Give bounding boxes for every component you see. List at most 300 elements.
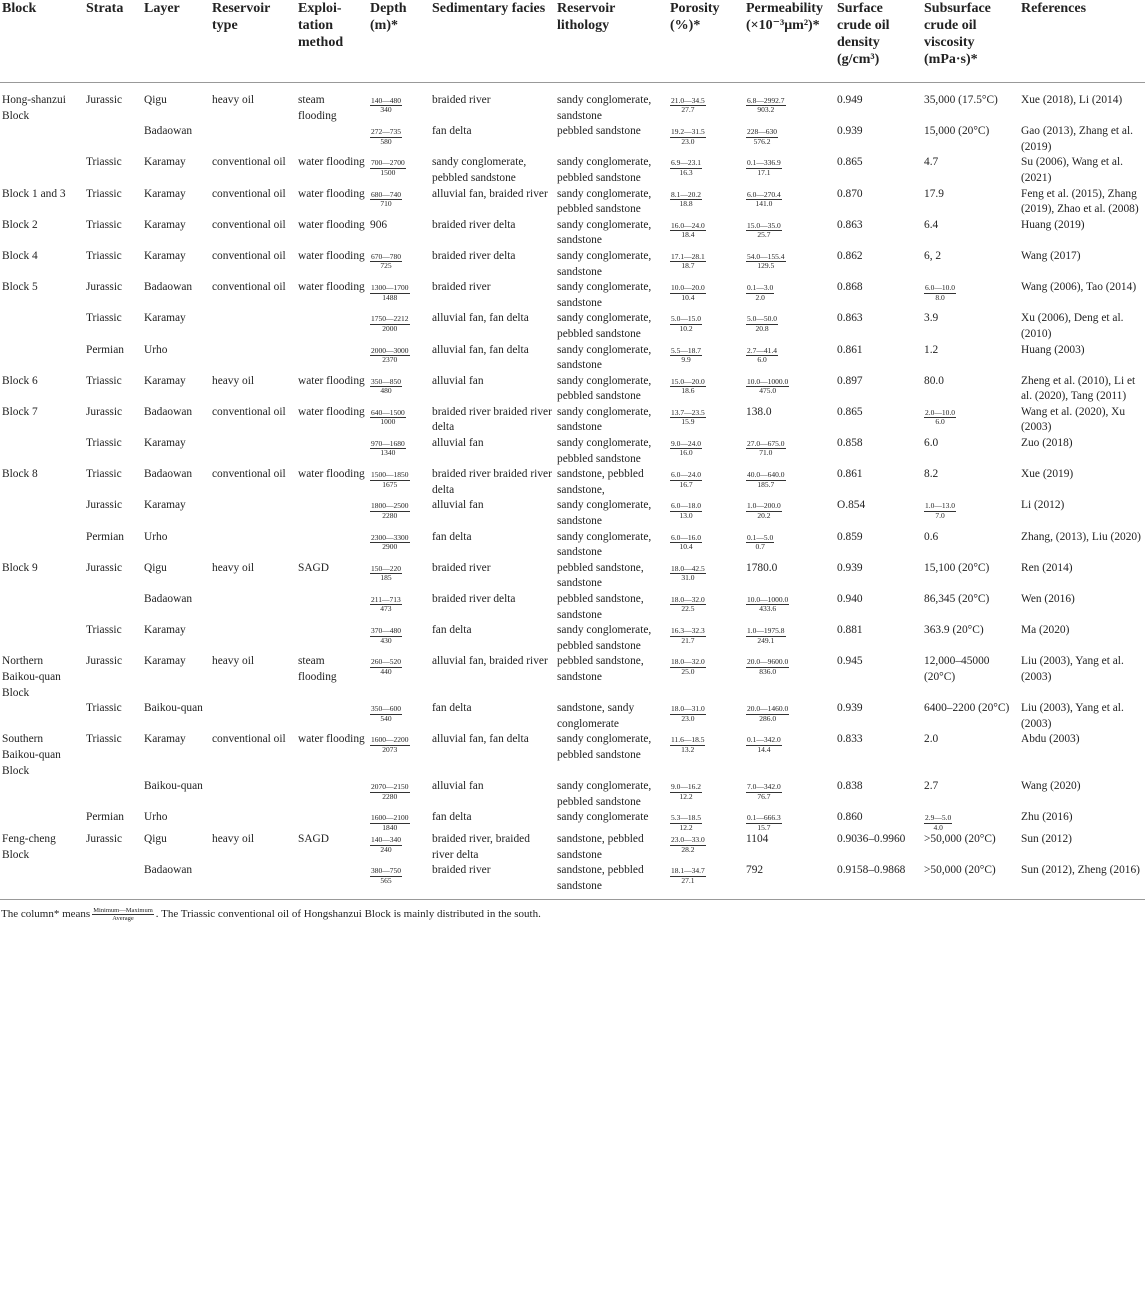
fraction-range: 10.0—1000.0 [747,595,789,604]
cell-density: 0.860 [837,811,863,824]
cell-porosity [668,592,744,623]
fraction-range: 20.0—9600.0 [747,657,789,667]
fraction-average: 1340 [380,448,396,458]
cell-exploitation-method [296,701,368,732]
cell-exploitation-method [296,530,368,561]
permeability-fraction [746,534,774,552]
cell-permeability [744,498,835,529]
porosity-fraction [670,736,705,754]
cell-strata [84,779,142,810]
cell-viscosity: 12,000–45000 (20°C) [924,655,990,683]
depth-fraction [370,378,402,396]
fraction-range: 970—1680 [371,439,405,449]
cell-reservoir-lithology: sandy conglomerate, pebbled sandstone [557,624,652,652]
cell-references: Su (2006), Wang et al. (2021) [1021,156,1124,184]
cell-permeability: 1780.0 [746,561,778,574]
fraction-range: 272—735 [371,127,401,137]
cell-permeability [744,218,835,249]
depth-fraction [370,284,410,302]
cell-viscosity: 35,000 (17.5°C) [924,94,998,106]
table-row [0,701,1145,732]
cell-strata: Jurassic [86,281,123,294]
cell-reservoir-type: conventional oil [212,218,286,231]
cell-permeability [744,436,835,467]
fraction-average: 18.4 [681,230,695,240]
cell-block [0,155,84,186]
cell-reservoir-type: heavy oil [212,561,255,574]
cell-strata: Jurassic [86,833,123,846]
fraction-range: 1600—2200 [371,735,409,745]
cell-density: 0.861 [837,343,863,356]
porosity-fraction [670,534,702,552]
cell-permeability [744,530,835,561]
cell-strata: Permian [86,343,124,356]
fraction-range: 140—340 [371,835,401,845]
header-reservoir-type: Reservoir type [210,0,296,83]
fraction-average: 13.2 [681,744,695,754]
permeability-fraction [746,627,786,645]
fraction-range: 350—850 [371,376,401,386]
fraction-average: 9.9 [681,354,691,364]
cell-viscosity [922,810,1019,832]
cell-references: Li (2012) [1021,499,1065,512]
cell-porosity [668,83,744,125]
cell-porosity [668,530,744,561]
fraction-average: 15.7 [757,822,771,832]
cell-references: Xu (2006), Deng et al. (2010) [1021,312,1124,340]
cell-layer: Urho [144,530,168,543]
cell-reservoir-lithology: sandy conglomerate, pebbled sandstone [557,733,652,761]
header-exploitation-method: Exploi-tation method [296,0,368,83]
cell-block: Block 6 [2,374,38,387]
cell-porosity [668,779,744,810]
depth-fraction [370,565,402,583]
depth-fraction [370,471,410,489]
cell-porosity [668,155,744,186]
cell-reservoir-lithology: sandy conglomerate, pebbled sandstone [557,780,652,808]
fraction-average: 240 [380,844,392,854]
cell-permeability [744,187,835,218]
cell-references: Ma (2020) [1021,624,1070,637]
cell-strata: Triassic [86,374,122,387]
fraction-average: 18.6 [681,386,695,396]
cell-reservoir-type: heavy oil [212,833,255,846]
table-row [0,436,1145,467]
cell-reservoir-lithology: sandstone, pebbled sandstone, [557,468,644,496]
cell-strata: Jurassic [86,561,123,574]
cell-density: 0.862 [837,249,863,262]
porosity-fraction [670,658,706,676]
fraction-average: 249.1 [757,635,775,645]
fraction-average: 76.7 [757,791,771,801]
footnote-suffix: . The Triassic conventional oil of Hongshanzui Block is mainly distributed in the south. [155,908,541,920]
cell-sedimentary-facies: fan delta [432,530,472,543]
cell-depth [368,405,430,436]
cell-sedimentary-facies: alluvial fan, fan delta [432,733,529,746]
cell-depth [368,592,430,623]
cell-reservoir-lithology: sandy conglomerate, sandstone [557,218,652,247]
fraction-range: 15.0—20.0 [671,376,705,386]
fraction-range: 150—220 [371,563,401,573]
fraction-average: 141.0 [755,198,773,208]
cell-depth [368,779,430,810]
cell-reservoir-lithology: sandy conglomerate, pebbled sandstone [557,156,652,184]
porosity-fraction [670,409,706,427]
cell-exploitation-method: water flooding [298,156,365,169]
fraction-range: 6.8—2992.7 [747,96,785,105]
cell-sedimentary-facies: alluvial fan [432,499,484,512]
fraction-average: 6.0 [935,417,945,427]
cell-permeability [744,701,835,732]
fraction-average: 28.2 [681,844,695,854]
permeability-fraction [746,191,782,209]
header-strata: Strata [84,0,142,83]
fraction-range: 380—750 [371,866,401,876]
fraction-average: 8.0 [935,292,945,302]
cell-layer: Karamay [144,624,186,637]
fraction-range: 16.3—32.3 [671,626,705,636]
cell-porosity [668,249,744,280]
cell-layer: Badaowan [144,593,193,605]
porosity-fraction [670,97,706,115]
cell-viscosity: 6, 2 [924,249,942,262]
cell-block: Block 4 [2,249,38,262]
fraction-average: 725 [380,261,392,271]
cell-layer: Badaowan [144,405,193,418]
cell-sedimentary-facies: alluvial fan [432,437,484,450]
cell-depth [368,124,430,155]
cell-density: 0.9036–0.9960 [837,833,906,846]
cell-permeability [744,280,835,311]
cell-block [0,701,84,732]
fraction-range: 1.0—1975.8 [747,626,785,636]
cell-porosity [668,498,744,529]
fraction-average: 836.0 [759,666,777,676]
cell-block [0,592,84,623]
cell-exploitation-method: SAGD [298,561,330,574]
fraction-range: 9.0—24.0 [671,439,701,449]
cell-depth [368,467,430,498]
permeability-fraction [746,159,782,177]
cell-reservoir-lithology: sandstone, pebbled sandstone [555,863,668,899]
cell-block: Feng-cheng Block [2,833,56,861]
table-row [0,779,1145,810]
fraction-average: 25.0 [681,666,695,676]
cell-exploitation-method: water flooding [298,374,365,387]
depth-fraction [370,783,410,801]
cell-exploitation-method [296,124,368,155]
cell-sedimentary-facies: fan delta [432,125,472,138]
cell-references: Zhu (2016) [1021,811,1073,824]
cell-sedimentary-facies: alluvial fan, fan delta [432,312,529,325]
cell-block [0,498,84,529]
cell-reservoir-lithology: sandy conglomerate [557,811,649,824]
cell-block: Block 2 [2,218,38,231]
header-block: Block [0,0,84,83]
cell-strata: Triassic [86,624,122,637]
cell-layer: Qigu [144,94,167,106]
fraction-range: 1500—1850 [371,470,409,480]
fraction-range: 1600—2100 [371,813,409,823]
cell-exploitation-method [296,779,368,810]
cell-strata: Triassic [86,437,122,450]
fraction-range: 1300—1700 [371,283,409,293]
table-body [0,83,1145,900]
fraction-average: 27.1 [681,875,695,885]
cell-permeability [744,83,835,125]
cell-density: 0.881 [837,624,863,637]
fraction-range: 0.1—336.9 [747,158,781,168]
depth-fraction [370,409,406,427]
header-density: Surface crude oil density (g/cm³) [835,0,922,83]
fraction-average: 4.0 [933,822,943,832]
cell-block [0,530,84,561]
fraction-range: 21.0—34.5 [671,96,705,105]
fraction-range: 19.2—31.5 [671,127,705,137]
permeability-fraction [746,502,782,520]
cell-layer: Baikou-quan [144,702,203,715]
permeability-fraction [746,814,782,832]
cell-strata [84,124,142,155]
porosity-fraction [670,222,706,240]
cell-strata: Triassic [86,218,122,231]
cell-reservoir-type [210,592,296,623]
cell-viscosity: 4.7 [924,156,939,169]
cell-density: 0.9158–0.9868 [835,863,922,899]
cell-depth [368,561,430,592]
cell-porosity [668,732,744,779]
fraction-range: 6.0—24.0 [671,470,701,480]
table-row [0,654,1145,701]
cell-depth [368,863,430,899]
cell-viscosity: 15,000 (20°C) [924,125,990,138]
permeability-fraction [746,128,778,146]
permeability-fraction [746,97,786,115]
cell-exploitation-method [296,311,368,342]
depth-fraction [370,736,410,754]
fraction-range: 13.7—23.5 [671,407,705,417]
porosity-fraction [670,315,702,333]
cell-exploitation-method: water flooding [298,733,365,746]
cell-porosity [668,343,744,374]
cell-reservoir-type [210,779,296,810]
table-row [0,83,1145,125]
fraction-range: 18.0—31.0 [671,704,705,714]
fraction-average: 480 [380,386,392,396]
cell-layer: Karamay [144,437,186,450]
fraction-average: 433.6 [759,604,777,614]
header-reservoir-lithology: Reservoir lithology [555,0,668,83]
cell-reservoir-lithology: sandy conglomerate, sandstone [557,499,652,528]
depth-fraction [370,128,402,146]
cell-reservoir-lithology: sandy conglomerate, pebbled sandstone [557,187,652,216]
fraction-average: 12.2 [679,822,693,832]
cell-depth [368,249,430,280]
fraction-average: 15.9 [681,417,695,427]
cell-depth [368,498,430,529]
cell-exploitation-method: water flooding [298,281,365,294]
cell-exploitation-method [296,498,368,529]
fraction-range: 0.1—342.0 [747,735,781,745]
table-row [0,280,1145,311]
fraction-average: 20.8 [755,323,769,333]
cell-block: Block 8 [2,468,38,481]
cell-depth [368,343,430,374]
fraction-average: 540 [380,713,392,723]
fraction-average: 2073 [382,744,398,754]
fraction-range: 40.0—640.0 [747,470,785,480]
fraction-range: 6.0—10.0 [925,283,955,293]
cell-strata: Jurassic [86,655,123,668]
cell-strata: Triassic [86,187,122,200]
depth-fraction [370,596,402,614]
porosity-fraction [670,783,702,801]
cell-references: Liu (2003), Yang et al. (2003) [1021,702,1124,730]
cell-reservoir-lithology: sandy conglomerate, sandstone [557,530,652,559]
fraction-average: 2900 [382,542,398,552]
cell-density: 0.897 [837,374,863,387]
cell-reservoir-lithology: sandy conglomerate, pebbled sandstone [557,437,652,465]
cell-density: 0.838 [837,780,863,793]
cell-reservoir-type [210,498,296,529]
cell-permeability [744,311,835,342]
cell-viscosity: 80.0 [924,374,944,387]
cell-reservoir-type [210,124,296,155]
cell-sedimentary-facies: fan delta [432,624,472,637]
cell-block: Block 9 [2,561,38,574]
cell-viscosity: 86,345 (20°C) [924,593,990,605]
depth-fraction [370,159,406,177]
depth-fraction [370,315,410,333]
cell-sedimentary-facies: sandy conglomerate, pebbled sandstone [432,156,527,184]
table-row [0,187,1145,218]
cell-references: Xue (2019) [1021,468,1074,481]
fraction-range: 5.0—50.0 [747,314,777,324]
cell-strata: Triassic [86,702,122,715]
fraction-average: 27.7 [681,105,695,115]
cell-layer: Badaowan [142,863,210,899]
cell-porosity [668,467,744,498]
permeability-fraction [746,253,786,271]
cell-permeability [744,779,835,810]
cell-layer: Karamay [144,249,186,262]
fraction-average: 1675 [382,479,398,489]
fraction-range: 5.0—15.0 [671,314,701,324]
viscosity-fraction [924,284,956,302]
permeability-fraction [746,222,782,240]
cell-depth [368,732,430,779]
cell-density: 0.945 [837,655,863,668]
depth-fraction [370,534,410,552]
footnote [0,900,1145,922]
cell-block [0,779,84,810]
cell-reservoir-type [210,311,296,342]
cell-permeability [744,249,835,280]
cell-block: Southern Baikou-quan Block [2,733,61,777]
cell-viscosity: 6.0 [924,437,939,450]
table-row [0,592,1145,623]
fraction-average: 2.0 [755,292,765,302]
fraction-average: 10.4 [679,542,693,552]
fraction-average: 18.8 [679,198,693,208]
cell-references: Wang et al. (2020), Xu (2003) [1021,405,1126,434]
fraction-average: 473 [380,604,392,614]
cell-layer: Urho [144,811,168,824]
fraction-average: 565 [380,875,392,885]
table-row [0,374,1145,405]
cell-exploitation-method: water flooding [298,249,365,262]
cell-permeability [744,467,835,498]
cell-block [0,436,84,467]
fraction-range: 54.0—155.4 [747,251,785,261]
depth-fraction [370,97,402,115]
fraction-range: 1800—2500 [371,501,409,511]
depth-fraction [370,867,402,885]
fraction-average: 7.0 [935,510,945,520]
cell-viscosity: 17.9 [924,187,944,200]
cell-depth [368,311,430,342]
fraction-average: 23.0 [681,136,695,146]
cell-layer: Karamay [144,187,186,200]
cell-viscosity [922,498,1019,529]
cell-sedimentary-facies: braided river [432,281,491,294]
fraction-range: 670—780 [371,251,401,261]
cell-strata [84,863,142,899]
table-row [0,218,1145,249]
cell-density: 0.859 [837,530,863,543]
cell-reservoir-type: heavy oil [212,374,255,387]
cell-references: Sun (2012) [1021,833,1072,846]
fraction-average: 2280 [382,791,398,801]
fraction-range: 211—713 [371,595,401,604]
fraction-range: 1.0—200.0 [747,501,781,511]
fraction-range: 18.0—42.5 [671,563,705,573]
cell-sedimentary-facies: braided river [432,94,491,106]
cell-references: Wang (2020) [1021,780,1081,793]
cell-sedimentary-facies: braided river, braided river delta [432,833,530,861]
fraction-average: 17.1 [757,167,771,177]
cell-reservoir-lithology: sandy conglomerate, sandstone [557,343,652,372]
header-depth: Depth (m)* [368,0,430,83]
cell-depth [368,530,430,561]
cell-sedimentary-facies: braided river delta [432,249,516,262]
fraction-average: 0.7 [755,542,765,552]
depth-fraction [370,658,402,676]
fraction-range: 0.1—5.0 [747,532,774,542]
cell-depth [368,374,430,405]
cell-block: Block 1 and 3 [2,187,66,200]
cell-block: Block 7 [2,405,38,418]
fraction-average: 13.0 [679,510,693,520]
cell-depth [368,436,430,467]
cell-viscosity: 8.2 [924,468,939,481]
cell-permeability [744,654,835,701]
cell-permeability: 792 [744,863,835,899]
cell-exploitation-method: water flooding [298,218,365,231]
fraction-range: 680—740 [371,189,401,199]
depth-fraction [370,705,402,723]
cell-depth [368,832,430,863]
fraction-average: 25.7 [757,230,771,240]
depth-fraction [370,502,410,520]
permeability-fraction [746,705,789,723]
fraction-range: 2.7—41.4 [747,345,777,355]
cell-strata: Jurassic [86,499,123,512]
fraction-average: 576.2 [753,136,771,146]
cell-porosity [668,810,744,832]
cell-sedimentary-facies: braided river delta [432,593,516,605]
cell-density: 0.858 [837,437,863,450]
